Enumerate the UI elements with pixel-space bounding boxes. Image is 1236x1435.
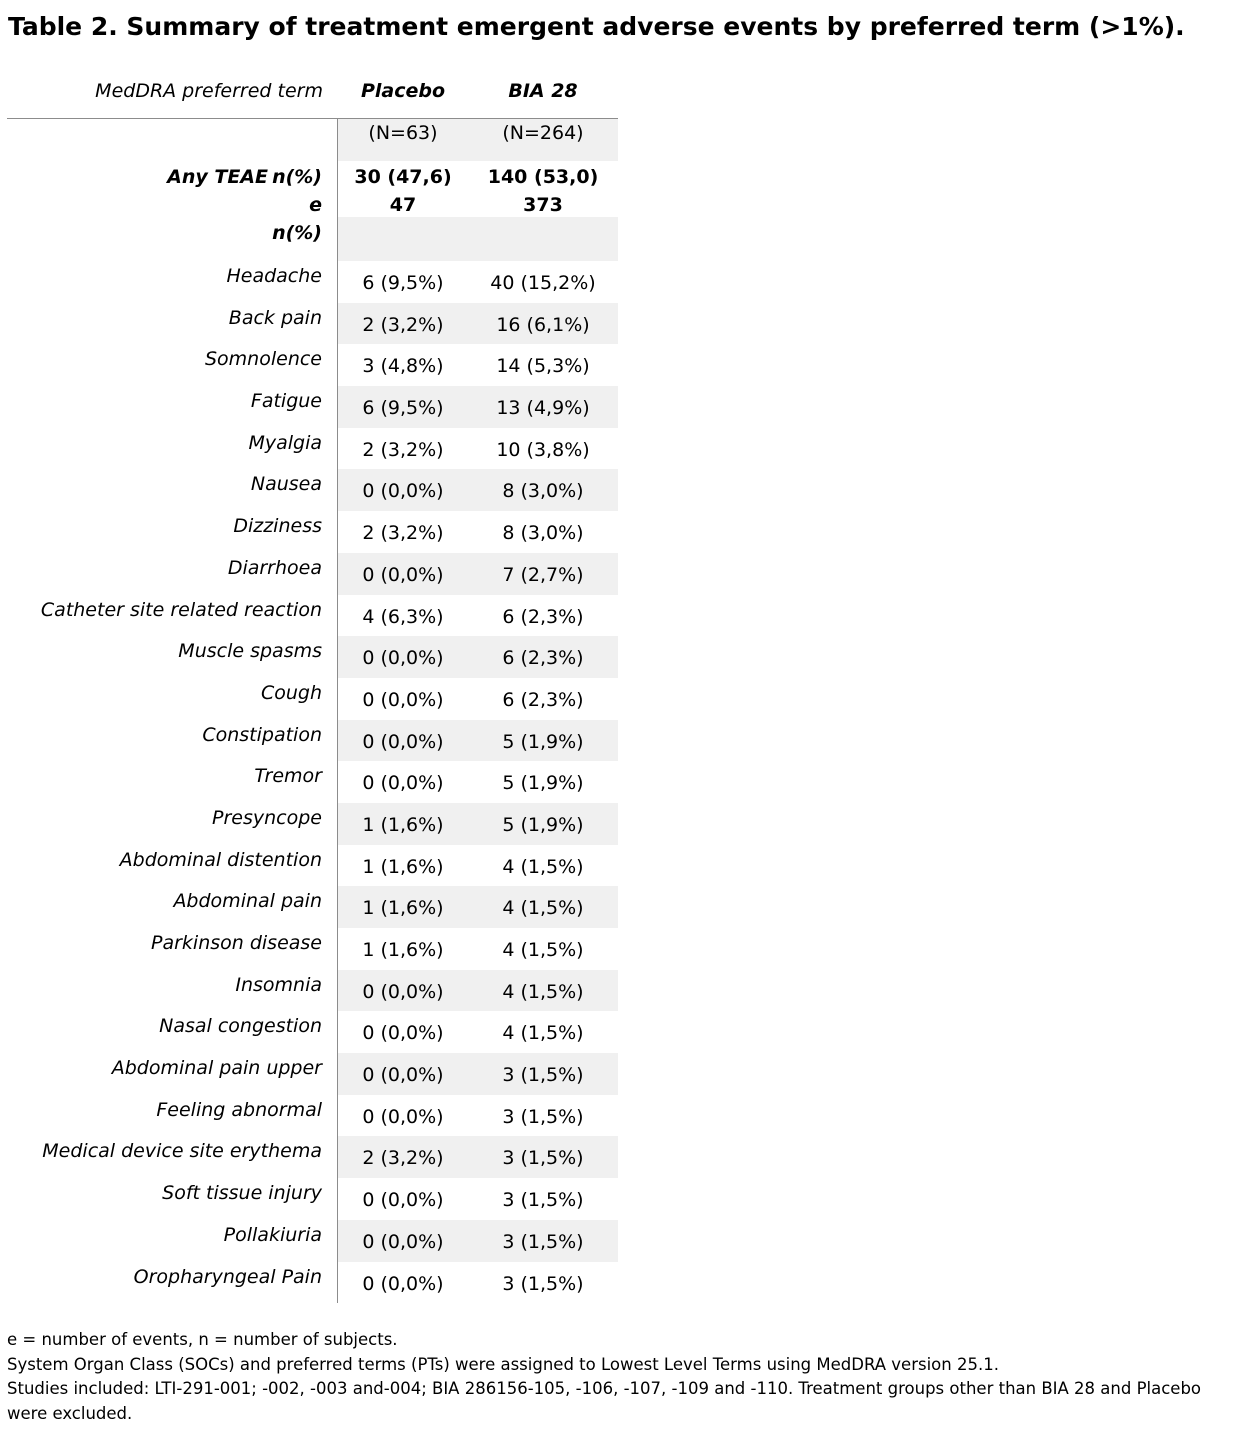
row-term: Soft tissue injury <box>7 1178 338 1220</box>
any-teae-row <box>7 161 618 261</box>
row-bia: 4 (1,5%) <box>468 886 618 928</box>
row-bia: 8 (3,0%) <box>468 469 618 511</box>
table-row <box>7 636 618 678</box>
row-term: Parkinson disease <box>7 928 338 970</box>
footnote-3: Studies included: LTI-291-001; -002, -003 and-004; BIA 286156-105, -106, -107, -109 and -110. Treatment groups other than BIA 28 and Placebo were excluded. <box>7 1379 1202 1423</box>
row-term: Pollakiuria <box>7 1220 338 1262</box>
row-bia: 4 (1,5%) <box>468 970 618 1012</box>
table-row <box>7 511 618 553</box>
table-row <box>7 720 618 762</box>
row-bia: 3 (1,5%) <box>502 1105 584 1128</box>
row-bia: 13 (4,9%) <box>468 386 618 428</box>
row-term: Insomnia <box>7 970 338 1012</box>
n-row <box>7 119 618 161</box>
table-row <box>7 344 618 386</box>
any-teae-bia <box>468 161 618 261</box>
table-row <box>7 845 618 887</box>
header-term: MedDRA preferred term <box>95 80 323 102</box>
row-bia: 14 (5,3%) <box>496 355 590 378</box>
row-bia: 5 (1,9%) <box>468 803 618 845</box>
row-placebo: 0 (0,0%) <box>338 1220 468 1262</box>
row-term: Muscle spasms <box>7 636 338 678</box>
n-bia: (N=264) <box>468 119 618 161</box>
row-term: Abdominal pain upper <box>7 1053 338 1095</box>
row-placebo: 2 (3,2%) <box>338 1136 468 1178</box>
n-row-label <box>7 119 338 161</box>
row-bia: 7 (2,7%) <box>468 553 618 595</box>
row-placebo: 1 (1,6%) <box>362 855 444 878</box>
row-placebo: 1 (1,6%) <box>338 803 468 845</box>
row-placebo: 3 (4,8%) <box>362 355 444 378</box>
row-term: Presyncope <box>7 803 338 845</box>
any-teae-unit-e: e <box>309 194 322 216</box>
row-bia: 4 (1,5%) <box>502 855 584 878</box>
row-term: Myalgia <box>7 428 338 470</box>
row-bia: 3 (1,5%) <box>502 1189 584 1212</box>
table-row <box>7 886 618 928</box>
row-term: Diarrhoea <box>7 553 338 595</box>
row-placebo: 0 (0,0%) <box>362 688 444 711</box>
row-placebo: 0 (0,0%) <box>338 553 468 595</box>
table-row <box>7 469 618 511</box>
table-row <box>7 1220 618 1262</box>
any-teae-bia-e: 373 <box>523 194 563 216</box>
row-placebo: 0 (0,0%) <box>338 636 468 678</box>
row-bia: 6 (2,3%) <box>468 636 618 678</box>
adverse-events-table <box>7 70 618 1303</box>
row-term: Back pain <box>7 303 338 345</box>
row-placebo: 0 (0,0%) <box>362 772 444 795</box>
row-term: Feeling abnormal <box>7 1095 338 1137</box>
table-body <box>7 261 618 1303</box>
row-bia: 4 (1,5%) <box>502 1022 584 1045</box>
row-bia: 8 (3,0%) <box>502 522 584 545</box>
footnote-2: System Organ Class (SOCs) and preferred terms (PTs) were assigned to Lowest Level Terms using MedDRA version 25.1. <box>7 1354 999 1374</box>
row-placebo: 1 (1,6%) <box>362 939 444 961</box>
row-bia: 16 (6,1%) <box>468 303 618 345</box>
table-title: Table 2. Summary of treatment emergent adverse events by preferred term (>1%). <box>8 12 1185 41</box>
table-row <box>7 261 618 303</box>
row-placebo: 0 (0,0%) <box>362 1105 444 1128</box>
table-row <box>7 1262 618 1304</box>
row-term: Medical device site erythema <box>7 1136 338 1178</box>
any-teae-placebo-e: 47 <box>389 194 417 216</box>
row-term: Headache <box>7 261 338 303</box>
footnote-1: e = number of events, n = number of subjects. <box>7 1330 398 1349</box>
row-term: Cough <box>7 678 338 720</box>
row-bia: 3 (1,5%) <box>502 1272 584 1295</box>
row-placebo: 2 (3,2%) <box>362 438 444 461</box>
any-teae-label: Any TEAE <box>167 166 268 188</box>
footnotes <box>7 1328 1229 1426</box>
row-bia: 10 (3,8%) <box>496 438 590 461</box>
row-term: Dizziness <box>7 511 338 553</box>
row-placebo: 0 (0,0%) <box>338 970 468 1012</box>
header-bia: BIA 28 <box>508 80 578 102</box>
row-placebo: 0 (0,0%) <box>362 1189 444 1212</box>
row-placebo: 2 (3,2%) <box>338 303 468 345</box>
any-teae-unit-n: n(%) <box>272 166 322 188</box>
any-teae-placebo-n: 30 (47,6) <box>354 166 452 188</box>
table-row <box>7 928 618 970</box>
table-header-row <box>7 70 618 119</box>
row-placebo: 0 (0,0%) <box>362 1022 444 1045</box>
table-row <box>7 1011 618 1053</box>
table-row <box>7 970 618 1012</box>
row-bia: 3 (1,5%) <box>468 1220 618 1262</box>
row-term: Somnolence <box>7 344 338 386</box>
row-bia: 6 (2,3%) <box>502 605 584 628</box>
row-term: Tremor <box>7 761 338 803</box>
row-placebo: 0 (0,0%) <box>338 720 468 762</box>
any-teae-bia-n: 140 (53,0) <box>487 166 599 188</box>
row-bia: 6 (2,3%) <box>502 688 584 711</box>
table-row <box>7 761 618 803</box>
row-bia: 3 (1,5%) <box>468 1053 618 1095</box>
row-term: Constipation <box>7 720 338 762</box>
row-placebo: 6 (9,5%) <box>338 386 468 428</box>
row-bia: 40 (15,2%) <box>490 272 596 294</box>
row-bia: 5 (1,9%) <box>502 772 584 795</box>
row-term: Nasal congestion <box>7 1011 338 1053</box>
table-row <box>7 386 618 428</box>
table-row <box>7 303 618 345</box>
row-term: Abdominal pain <box>7 886 338 928</box>
row-bia: 3 (1,5%) <box>468 1136 618 1178</box>
row-term: Abdominal distention <box>7 845 338 887</box>
row-placebo: 2 (3,2%) <box>362 522 444 545</box>
table-row <box>7 1136 618 1178</box>
table-row <box>7 428 618 470</box>
row-bia: 4 (1,5%) <box>502 939 584 961</box>
row-term: Oropharyngeal Pain <box>7 1262 338 1304</box>
table-row <box>7 1053 618 1095</box>
any-teae-unit-n2: n(%) <box>272 222 322 244</box>
table-row <box>7 1095 618 1137</box>
table-row <box>7 678 618 720</box>
table-row <box>7 553 618 595</box>
table-row <box>7 1178 618 1220</box>
header-placebo: Placebo <box>360 80 446 102</box>
table-row <box>7 803 618 845</box>
row-placebo: 0 (0,0%) <box>338 469 468 511</box>
row-term: Fatigue <box>7 386 338 428</box>
n-placebo: (N=63) <box>338 119 468 161</box>
any-teae-placebo <box>338 161 468 261</box>
row-placebo: 6 (9,5%) <box>362 272 444 294</box>
row-bia: 5 (1,9%) <box>468 720 618 762</box>
row-term: Catheter site related reaction <box>7 595 338 637</box>
row-placebo: 0 (0,0%) <box>338 1053 468 1095</box>
row-term: Nausea <box>7 469 338 511</box>
row-placebo: 4 (6,3%) <box>362 605 444 628</box>
row-placebo: 0 (0,0%) <box>362 1272 444 1295</box>
row-placebo: 1 (1,6%) <box>338 886 468 928</box>
table-row <box>7 595 618 637</box>
any-teae-label-cell <box>7 161 338 261</box>
